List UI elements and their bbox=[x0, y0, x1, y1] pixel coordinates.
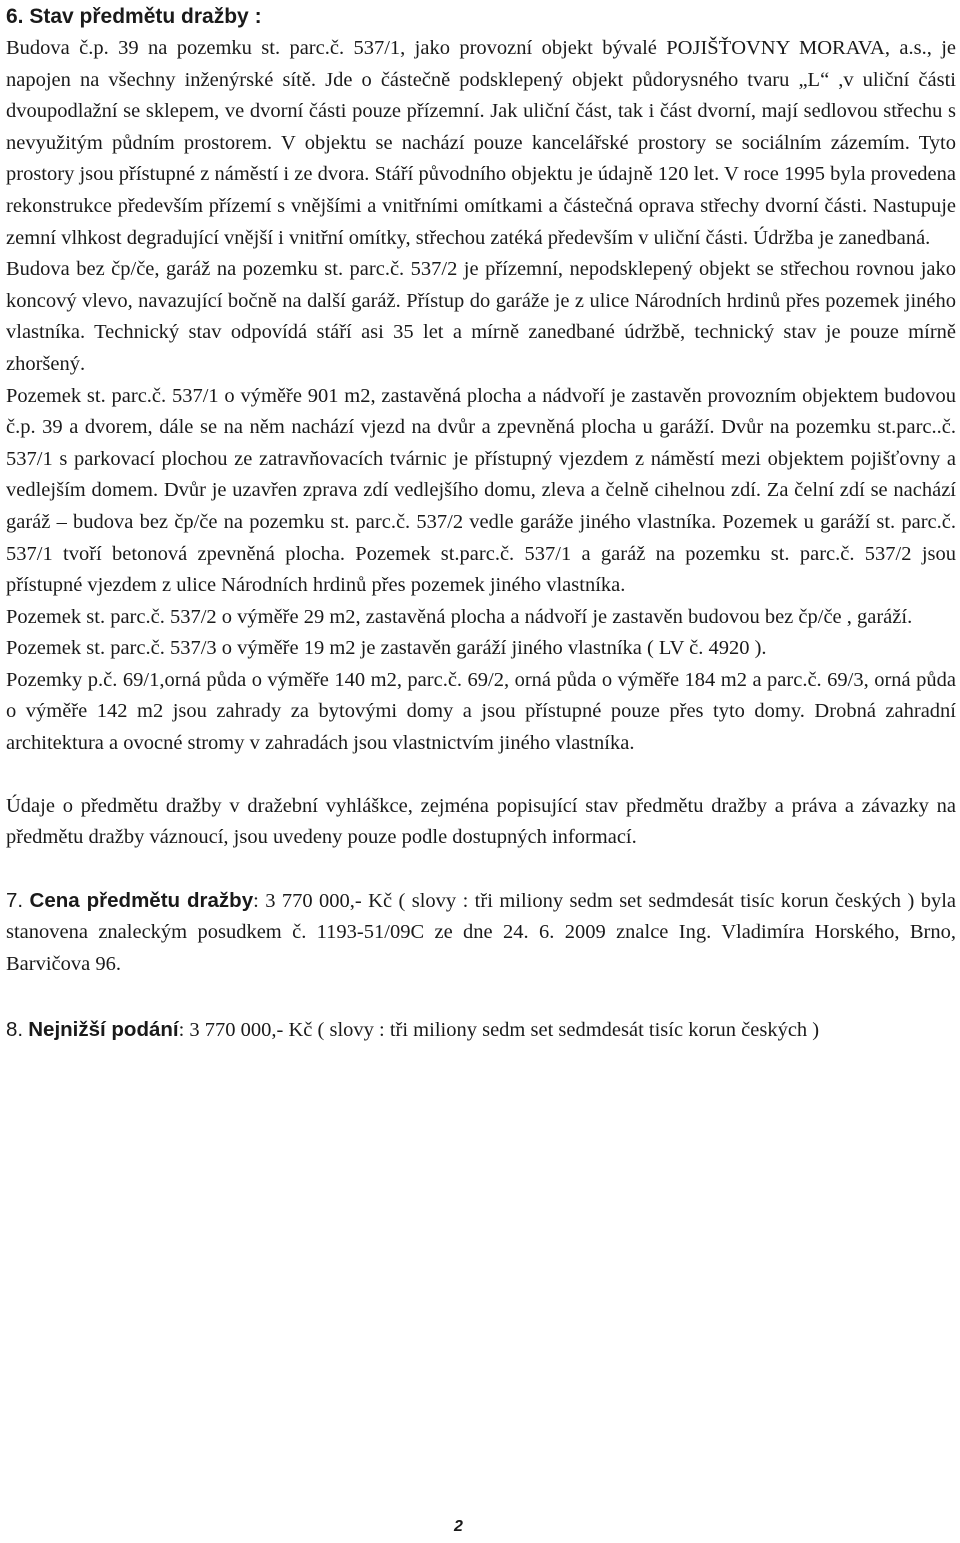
document-page bbox=[6, 0, 956, 1046]
section-8-text: : 3 770 000,- Kč ( slovy : tři miliony sedm set sedmdesát tisíc korun českých ) bbox=[178, 1018, 820, 1041]
page-number: 2 bbox=[454, 1518, 463, 1535]
section-6-disclaimer: Údaje o předmětu dražby v dražební vyhláškce, zejména popisující stav předmětu dražby a práva a závazky na předmětu dražby váznoucí, jsou uvedeny pouze podle dostupných informací. bbox=[6, 794, 956, 849]
section-7-text: : 3 770 000,- Kč ( slovy : tři miliony sedm set sedmdesát tisíc korun českých ) byla stanovena znaleckým posudkem č. 1193-51/09C ze dne 24. 6. 2009 znalce Ing. Vladimíra Horského, Brno, Barvičova 96. bbox=[6, 889, 956, 976]
section-6-heading: 6. Stav předmětu dražby : bbox=[6, 5, 262, 28]
section-6-paragraph-plot-537-3: Pozemek st. parc.č. 537/3 o výměře 19 m2 je zastavěn garáží jiného vlastníka ( LV č. 4920 ). bbox=[6, 637, 767, 660]
section-6-paragraph-plots-69: Pozemky p.č. 69/1,orná půda o výměře 140 m2, parc.č. 69/2, orná půda o výměře 184 m2 a parc.č. 69/3, orná půda o výměře 142 m2 jsou zahrady za bytovými domy a jsou přístupné pouze přes tyto domy. Drobná zahradní architektura a ovocné stromy v zahradách jsou vlastnictvím jiného vlastníka. bbox=[6, 668, 956, 755]
section-6-paragraph-garage: Budova bez čp/če, garáž na pozemku st. parc.č. 537/2 je přízemní, nepodsklepený objekt se střechou rovnou jako koncový vlevo, navazující bočně na další garáž. Přístup do garáže je z ulice Národních hrdinů přes pozemek jiného vlastníka. Technický stav odpovídá stáří asi 35 let a mírně zanedbané údržbě, technický stav je pouze mírně zhoršený. bbox=[6, 258, 956, 375]
section-7-label: Cena předmětu dražby bbox=[29, 888, 254, 912]
section-8-number: 8. bbox=[6, 1017, 24, 1041]
section-7-number: 7. bbox=[6, 888, 24, 912]
section-6-paragraph-plot-537-1: Pozemek st. parc.č. 537/1 o výměře 901 m2, zastavěná plocha a nádvoří je zastavěn provozním objektem budovou č.p. 39 a dvorem, dále se na něm nachází vjezd na dvůr a zpevněná plocha u garáží. Dvůr na pozemku st.parc..č. 537/1 s parkovací plochou ze zatravňovacích tvárnic je přístupný vjezdem z náměstí mezi objektem pojišťovny a vedlejším domem. Dvůr je uzavřen zprava zdí vedlejšího domu, zleva a čelně cihelnou zdí. Za čelní zdí se nachází garáž – budova bez čp/če na pozemku st. parc.č. 537/2 vedle garáže jiného vlastníka. Pozemek u garáží st. parc.č. 537/1 tvoří betonová zpevněná plocha. Pozemek st.parc.č. 537/1 a garáž na pozemku st. parc.č. 537/2 jsou přístupné vjezdem z ulice Národních hrdinů přes pozemek jiného vlastníka. bbox=[6, 384, 956, 597]
section-6-paragraph-building: Budova č.p. 39 na pozemku st. parc.č. 537/1, jako provozní objekt bývalé POJIŠŤOVNY MORAVA, a.s., je napojen na všechny inženýrské sítě. Jde o částečně podsklepený objekt půdorysného tvaru „L“ ,v uliční části dvoupodlažní se sklepem, ve dvorní části pouze přízemní. Jak uliční část, tak i část dvorní, mají sedlovou střechu s nevyužitým půdním prostorem. V objektu se nachází pouze kancelářské prostory se sociálním zázemím. Tyto prostory jsou přístupné z náměstí i ze dvora. Stáří původního objektu je údajně 120 let. V roce 1995 byla provedena rekonstrukce především přízemí s vnějšími a vnitřními omítkami a částečná oprava střechy dvorní části. Nastupuje zemní vlhkost degradující vnější i vnitřní omítky, střechou zatéká především v uliční části. Údržba je zanedbaná. bbox=[6, 37, 956, 249]
section-8-minimum-bid bbox=[6, 1014, 956, 1047]
section-7-price bbox=[6, 885, 956, 981]
section-6-paragraph-plot-537-2: Pozemek st. parc.č. 537/2 o výměře 29 m2, zastavěná plocha a nádvoří je zastavěn budovou bez čp/če , garáží. bbox=[6, 605, 913, 628]
section-8-label: Nejnižší podání bbox=[28, 1017, 179, 1041]
